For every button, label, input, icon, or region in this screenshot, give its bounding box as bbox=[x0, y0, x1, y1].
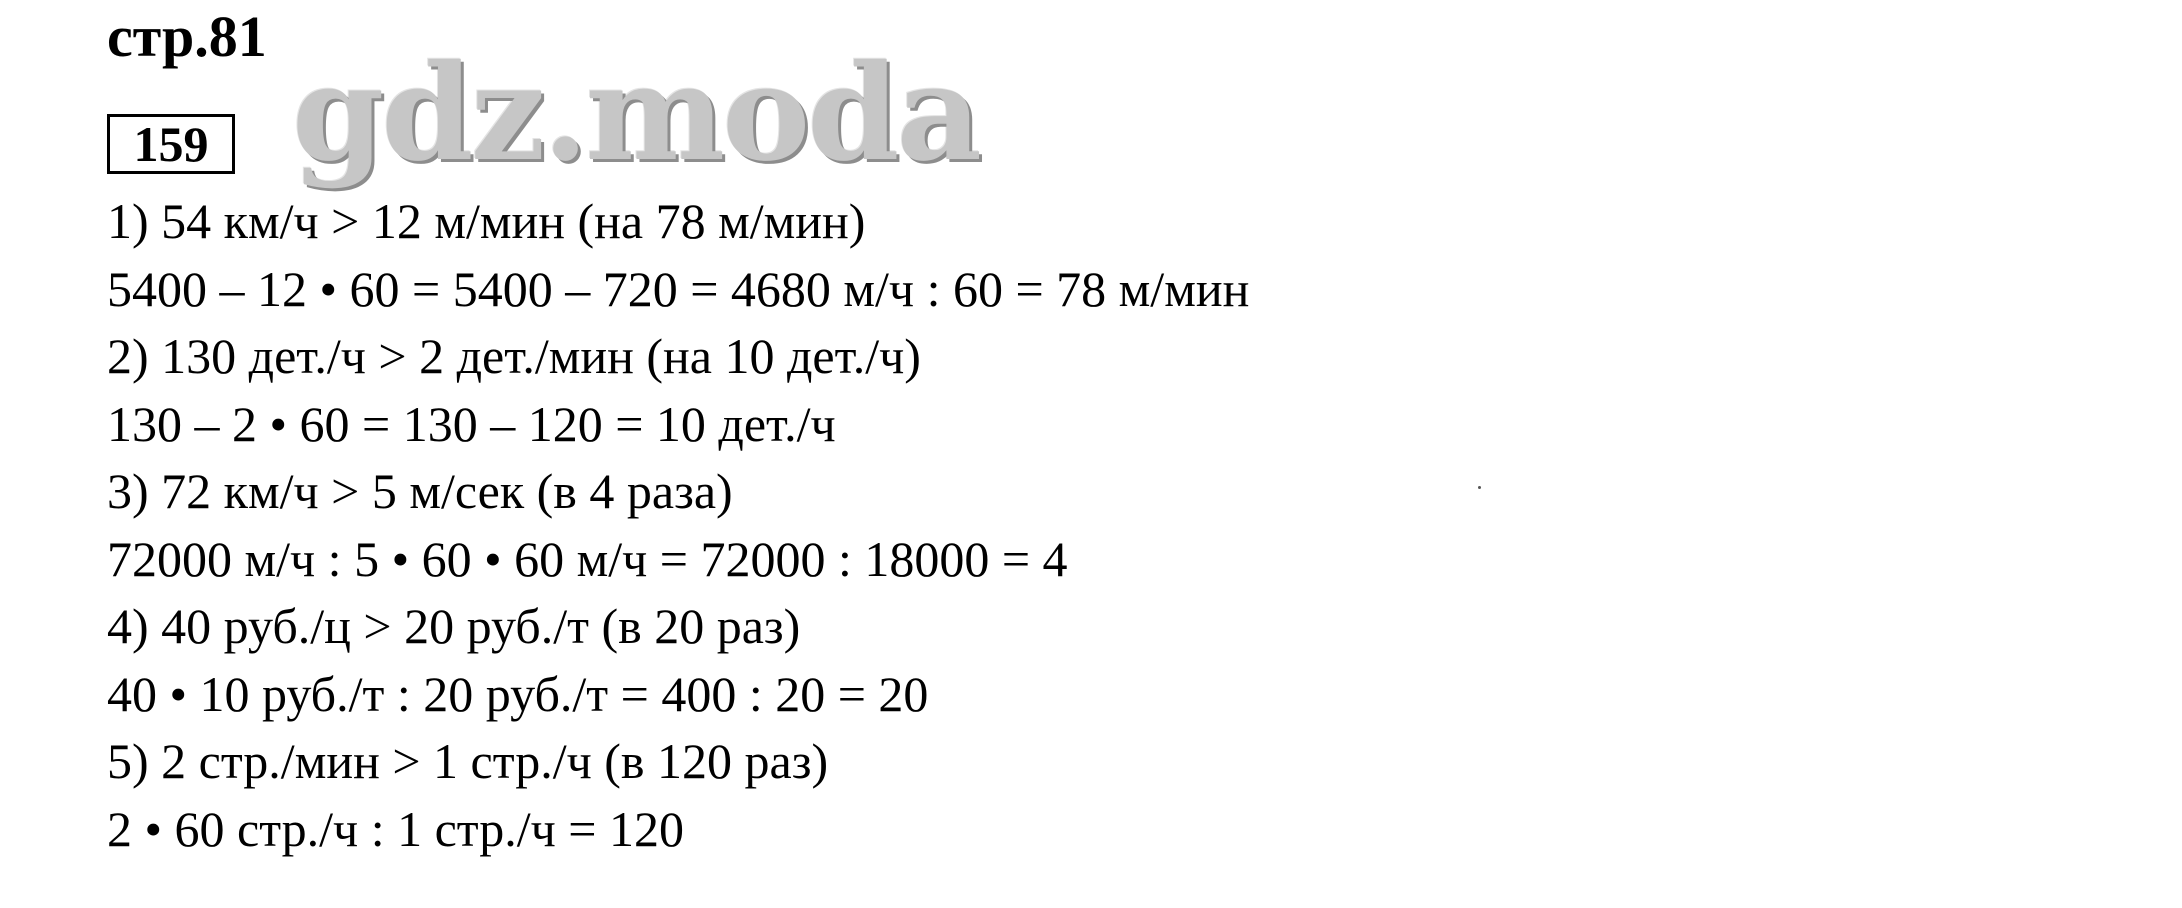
page-reference: стр.81 bbox=[107, 4, 267, 69]
solution-lines bbox=[107, 188, 1249, 863]
solution-line-3: 2) 130 дет./ч > 2 дет./мин (на 10 дет./ч) bbox=[107, 328, 921, 384]
stray-dot bbox=[1478, 486, 1481, 489]
solution-line-5: 3) 72 км/ч > 5 м/сек (в 4 раза) bbox=[107, 463, 733, 519]
solution-line-1: 1) 54 км/ч > 12 м/мин (на 78 м/мин) bbox=[107, 193, 866, 249]
solution-line-9: 5) 2 стр./мин > 1 стр./ч (в 120 раз) bbox=[107, 733, 829, 789]
task-number: 159 bbox=[133, 116, 209, 172]
watermark-logo: gdz.moda bbox=[292, 36, 980, 191]
solution-line-6: 72000 м/ч : 5 • 60 • 60 м/ч = 72000 : 18000 = 4 bbox=[107, 530, 1068, 587]
solution-line-2: 5400 – 12 • 60 = 5400 – 720 = 4680 м/ч : 60 = 78 м/мин bbox=[107, 260, 1250, 317]
solution-line-7: 4) 40 руб./ц > 20 руб./т (в 20 раз) bbox=[107, 598, 801, 654]
solution-line-4: 130 – 2 • 60 = 130 – 120 = 10 дет./ч bbox=[107, 395, 836, 452]
solution-line-8: 40 • 10 руб./т : 20 руб./т = 400 : 20 = 20 bbox=[107, 665, 929, 722]
solution-line-10: 2 • 60 стр./ч : 1 стр./ч = 120 bbox=[107, 800, 684, 857]
task-number-box bbox=[107, 114, 235, 174]
